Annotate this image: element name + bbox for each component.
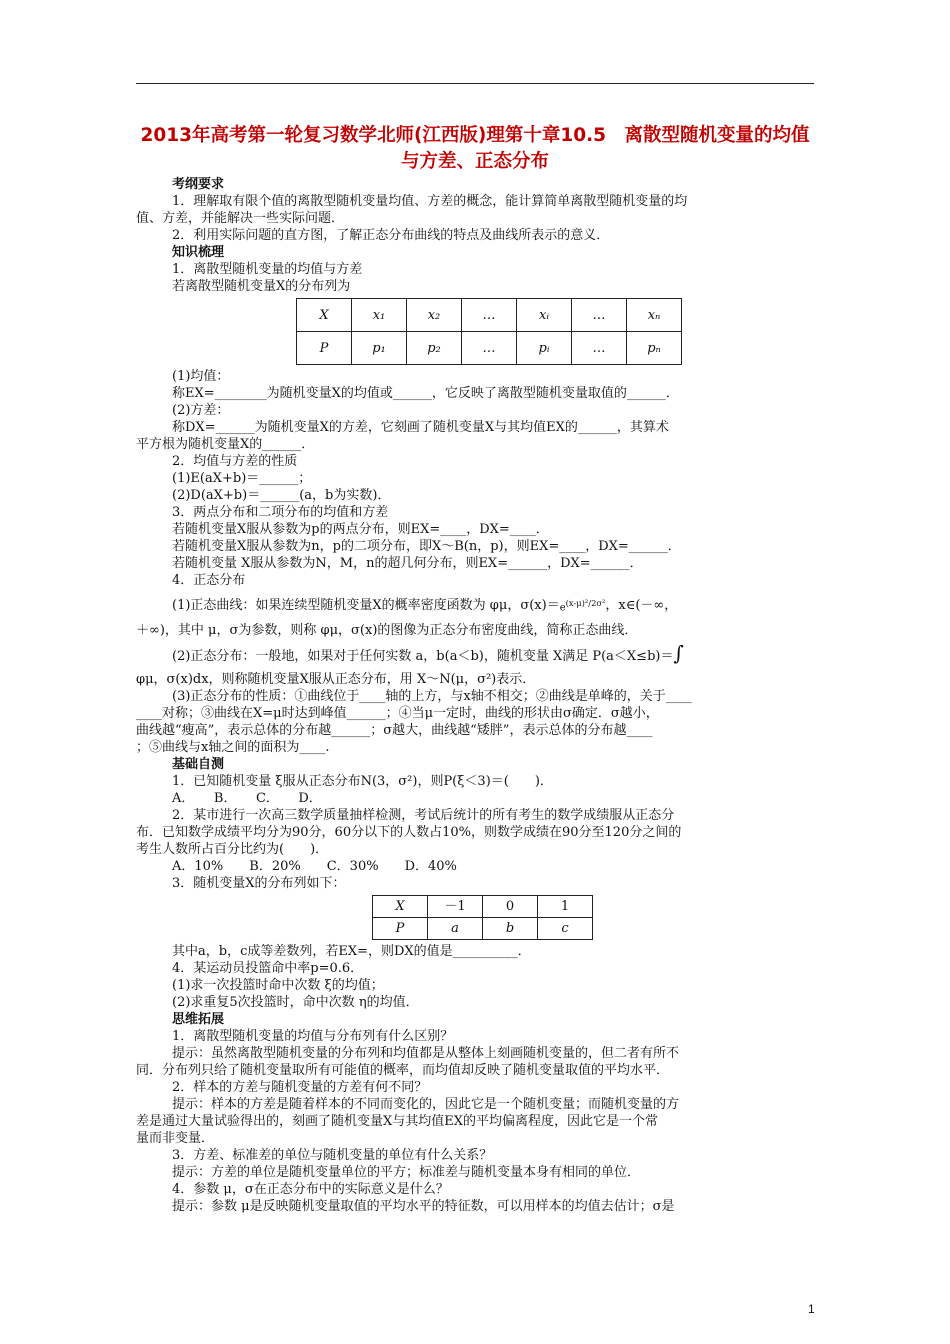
table-cell: … xyxy=(462,299,517,332)
distribution-table xyxy=(296,298,682,365)
table-cell: b xyxy=(483,918,538,940)
table-cell: … xyxy=(572,299,627,332)
paragraph: 布．已知数学成绩平均分为90分，60分以下的人数占10%，则数学成绩在90分至120分之间的 xyxy=(136,825,682,841)
paragraph: ；⑤曲线与x轴之间的面积为____. xyxy=(136,740,330,756)
table-cell: x₂ xyxy=(407,299,462,332)
page-number: 1 xyxy=(808,1302,815,1316)
paragraph: 同．分布列只给了随机变量取所有可能值的概率，而均值却反映了随机变量取值的平均水平． xyxy=(136,1063,670,1079)
paragraph: (1)求一次投篮时命中次数 ξ的均值； xyxy=(172,978,384,994)
paragraph xyxy=(172,641,814,666)
table-cell: P xyxy=(373,918,428,940)
header-rule xyxy=(136,83,814,84)
table-cell: X xyxy=(373,896,428,918)
paragraph: 3．随机变量X的分布列如下： xyxy=(172,876,346,892)
text-span: (1)正态曲线：如果连续型随机变量X的概率密度函数为 φμ，σ(x)＝ xyxy=(172,598,560,614)
document-body xyxy=(136,176,814,1215)
table-cell: X xyxy=(297,299,352,332)
paragraph: A． B． C． D． xyxy=(172,791,322,807)
document-title: 2013年高考第一轮复习数学北师(江西版)理第十章10.5 离散型随机变量的均值与方差、正态分布 xyxy=(140,125,810,172)
paragraph: A．10% B．20% C．30% D．40% xyxy=(172,859,457,875)
text-span: (2)正态分布：一般地，如果对于任何实数 a，b(a＜b)，随机变量 X满足 P(a＜X≤b)＝ xyxy=(172,649,674,665)
table-cell: 1 xyxy=(538,896,593,918)
paragraph: 曲线越“瘦高”，表示总体的分布越______；σ越大，曲线越“矮胖”，表示总体的分布越____ xyxy=(136,723,653,739)
formula-numerator: (x-μ)² xyxy=(565,598,589,608)
distribution-table-small xyxy=(372,895,593,940)
paragraph: 平方根为随机变量X的______． xyxy=(136,437,315,452)
text-span: ，x∈(－∞， xyxy=(605,598,678,614)
section-heading-knowledge: 知识梳理 xyxy=(172,245,225,260)
paragraph: 若随机变量 X服从参数为N，M，n的超几何分布，则EX=______，DX=______． xyxy=(172,556,643,571)
table-cell: xₙ xyxy=(627,299,682,332)
table-cell: c xyxy=(538,918,593,940)
formula-denominator: 2σ² xyxy=(591,598,606,608)
paragraph: 1．离散型随机变量的均值与方差 xyxy=(172,262,363,277)
paragraph: 差是通过大量试验得出的，刻画了随机变量X与其均值EX的平均偏离程度，因此它是一个常 xyxy=(136,1114,659,1130)
paragraph: (1)均值： xyxy=(172,369,230,384)
paragraph: 4．正态分布 xyxy=(172,573,246,588)
table-cell: p₂ xyxy=(407,332,462,365)
paragraph: 1．已知随机变量 ξ服从正态分布N(3，σ²)，则P(ξ＜3)＝( )． xyxy=(172,774,553,790)
paragraph: 其中a，b，c成等差数列，若EX=，则DX的值是__________． xyxy=(172,944,531,960)
paragraph: 1．离散型随机变量的均值与分布列有什么区别？ xyxy=(172,1029,454,1045)
table-cell: p₁ xyxy=(352,332,407,365)
table-cell: pᵢ xyxy=(517,332,572,365)
section-heading-self-test: 基础自测 xyxy=(172,757,225,773)
paragraph: 1．理解取有限个值的离散型随机变量均值、方差的概念，能计算简单离散型随机变量的均 xyxy=(172,194,688,209)
paragraph: 2．某市进行一次高三数学质量抽样检测，考试后统计的所有考生的数学成绩服从正态分 xyxy=(172,808,675,824)
paragraph: 若离散型随机变量X的分布列为 xyxy=(172,279,351,294)
paragraph: 若随机变量X服从参数为p的两点分布，则EX=____，DX=____． xyxy=(172,522,549,537)
paragraph: 提示：样本的方差是随着样本的不同而变化的，因此它是一个随机变量；而随机变量的方 xyxy=(172,1097,680,1113)
paragraph: (1)E(aX+b)＝______； xyxy=(172,471,312,486)
integral-icon: ∫ xyxy=(673,641,684,666)
paragraph: (2)D(aX+b)＝______(a，b为实数)． xyxy=(172,488,391,503)
section-heading-extension: 思维拓展 xyxy=(172,1012,225,1028)
paragraph: φμ，σ(x)dx，则称随机变量X服从正态分布，用 X～N(μ，σ²)表示． xyxy=(136,672,536,688)
paragraph: (3)正态分布的性质：①曲线位于____轴的上方，与x轴不相交；②曲线是单峰的，关于____ xyxy=(172,689,692,705)
table-cell: P xyxy=(297,332,352,365)
paragraph: 量而非变量． xyxy=(136,1131,215,1147)
paragraph: (2)求重复5次投篮时，命中次数 η的均值． xyxy=(172,995,419,1011)
table-cell: a xyxy=(428,918,483,940)
paragraph: 2．样本的方差与随机变量的方差有何不同？ xyxy=(172,1080,428,1096)
paragraph: ____对称；③曲线在X=μ时达到峰值______；④当μ一定时，曲线的形状由σ确定．σ越小， xyxy=(136,706,659,722)
paragraph: 若随机变量X服从参数为n，p的二项分布，即X～B(n，p)，则EX=____，DX=______． xyxy=(172,539,681,554)
table-cell: … xyxy=(572,332,627,365)
table-cell: xᵢ xyxy=(517,299,572,332)
density-formula: $e^{(x-\mu)^2/2\sigma^2}$ xyxy=(559,598,606,614)
paragraph: 值、方差，并能解决一些实际问题． xyxy=(136,211,345,226)
table-cell: 0 xyxy=(483,896,538,918)
paragraph: 2．均值与方差的性质 xyxy=(172,454,298,469)
paragraph: 2．利用实际问题的直方图，了解正态分布曲线的特点及曲线所表示的意义． xyxy=(172,228,610,243)
paragraph: 提示：参数 μ是反映随机变量取值的平均水平的特征数，可以用样本的均值去估计；σ是 xyxy=(172,1199,675,1215)
table-cell: x₁ xyxy=(352,299,407,332)
paragraph xyxy=(172,595,814,616)
paragraph: ＋∞)，其中 μ，σ为参数，则称 φμ，σ(x)的图像为正态分布密度曲线，简称正态曲线． xyxy=(136,623,638,639)
paragraph: 提示：方差的单位是随机变量单位的平方；标准差与随机变量本身有相同的单位． xyxy=(172,1165,641,1181)
paragraph: 4．某运动员投篮命中率p=0.6． xyxy=(172,961,364,977)
paragraph: 提示：虽然离散型随机变量的分布列和均值都是从整体上刻画随机变量的，但二者有所不 xyxy=(172,1046,680,1062)
table-cell: －1 xyxy=(428,896,483,918)
paragraph: (2)方差： xyxy=(172,403,230,418)
paragraph: 3．两点分布和二项分布的均值和方差 xyxy=(172,505,389,520)
paragraph: 称EX=________为随机变量X的均值或______，它反映了离散型随机变量取值的______． xyxy=(172,386,679,401)
section-heading-syllabus: 考纲要求 xyxy=(172,177,225,192)
table-cell: pₙ xyxy=(627,332,682,365)
paragraph: 考生人数所占百分比约为( )． xyxy=(136,842,329,858)
paragraph: 4．参数 μ，σ在正态分布中的实际意义是什么？ xyxy=(172,1182,449,1198)
paragraph: 3．方差、标准差的单位与随机变量的单位有什么关系？ xyxy=(172,1148,493,1164)
table-cell: … xyxy=(462,332,517,365)
paragraph: 称DX=______为随机变量X的方差，它刻画了随机变量X与其均值EX的______，其算术 xyxy=(172,420,669,435)
